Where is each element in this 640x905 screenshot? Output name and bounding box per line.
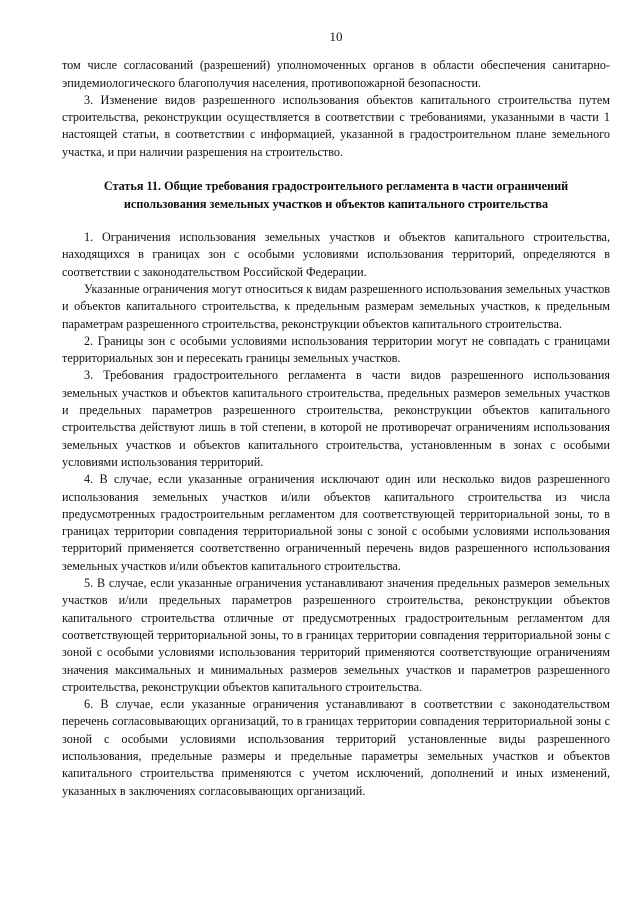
article-paragraph-1-continued: Указанные ограничения могут относиться к видам разрешенного использования земельных участков и объектов капитального строительства, к предельным размерам земельных участков, к предельным параметрам разрешенного строительства, реконструкции объектов капитального строительства. (62, 281, 610, 331)
article-paragraph-6: 6. В случае, если указанные ограничения устанавливают в соответствии с законодательством перечень согласовывающих организаций, то в границах территории совпадения территориальной зоны с зоной с особыми условиями использования территорий установленные виды разрешенного использования, предельные размеры и предельные параметры земельных участков и объектов капитального строительства применяются с учетом исключений, дополнений и иных изменений, указанных в заключениях согласовывающих организаций. (62, 697, 610, 798)
article-title: Статья 11. Общие требования градостроительного регламента в части ограничений использования земельных участков и объектов капитального строительства (103, 179, 569, 212)
page-number: 10 (329, 29, 343, 44)
intro-paragraph-1: том числе согласований (разрешений) уполномоченных органов в области обеспечения санитарно-эпидемиологического благополучия населения, противопожарной безопасности. (62, 58, 610, 90)
article-paragraph-3: 3. Требования градостроительного регламента в части видов разрешенного использования земельных участков и объектов капитального строительства, предельных размеров земельных участков и предельных параметров разрешенного строительства, реконструкции объектов капитального строительства действуют лишь в той степени, в которой не противоречат ограничениям использования земельных участков и объектов капитального строительства, установленным в зонах с особыми условиями использования территорий. (62, 368, 610, 469)
document-page (62, 28, 610, 800)
intro-paragraph-2: 3. Изменение видов разрешенного использования объектов капитального строительства путем строительства, реконструкции осуществляется в соответствии с требованиями, указанными в части 1 настоящей статьи, в соответствии с информацией, указанной в градостроительном плане земельного участка, и при наличии разрешения на строительство. (62, 92, 610, 159)
article-paragraph-5: 5. В случае, если указанные ограничения устанавливают значения предельных размеров земельных участков и/или предельных параметров разрешенного строительства, реконструкции объектов капитального строительства отличные от предусмотренных градостроительным регламентом для соответствующей территориальной зоны, то в границах территории совпадения территориальной зоны с зоной с особыми условиями использования территорий применяются соответствующие ограничениям значения максимальных и минимальных размеров земельных участков и параметров разрешенного строительства, реконструкции объектов капитального строительства. (62, 576, 610, 694)
article-paragraph-2: 2. Границы зон с особыми условиями использования территории могут не совпадать с границами территориальных зон и пересекать границы земельных участков. (62, 333, 610, 366)
article-paragraph-4: 4. В случае, если указанные ограничения исключают один или несколько видов разрешенного использования земельных участков и/или объектов капитального строительства из числа предусмотренных градостроительным регламентом для соответствующей территориальной зоны, то в границах территории совпадения территориальной зоны с зоной с особыми условиями использования территорий применяется соответственно ограниченный перечень видов разрешенного использования земельных участков и/или объектов капитального строительства. (62, 472, 610, 573)
article-paragraph-1: 1. Ограничения использования земельных участков и объектов капитального строительства, находящихся в границах зон с особыми условиями использования территорий, определяются в соответствии с законодательством Российской Федерации. (62, 230, 610, 279)
